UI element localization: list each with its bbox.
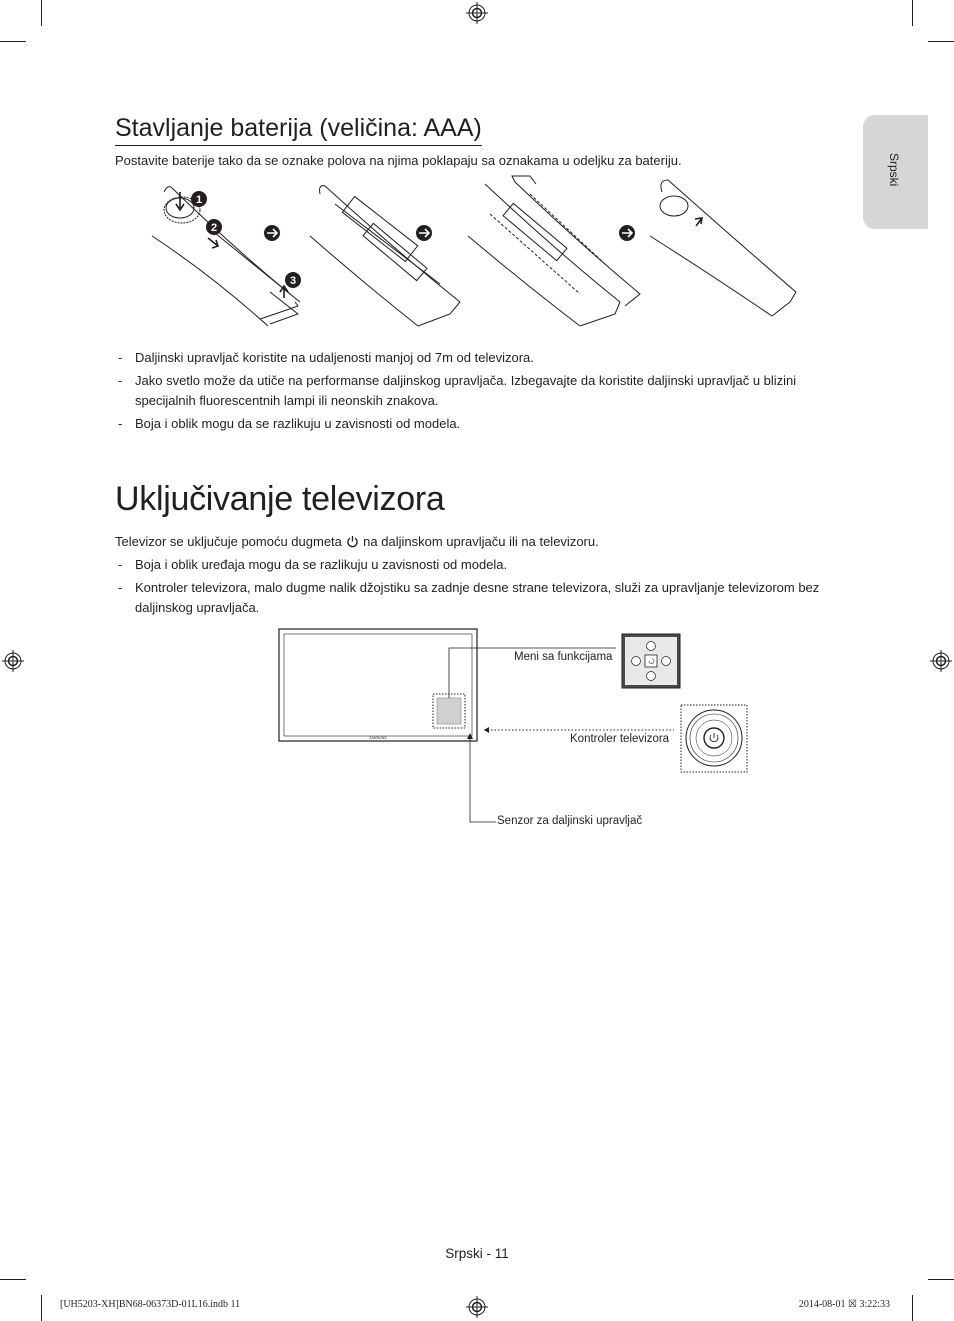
arrow-right-circle-icon [619,225,635,241]
power-note-2: Kontroler televizora, malo dugme nalik džojstiku sa zadnje desne strane televizora, služi za upravljanje televizorom bez daljinskog upravljača. [135,580,820,615]
battery-steps-illustration [150,174,810,334]
sensor-label: Senzor za daljinski upravljač [497,815,643,827]
battery-note-3: Boja i oblik mogu da se razlikuju u zavisnosti od modela. [135,416,461,431]
list-item: - Boja i oblik mogu da se razlikuju u zavisnosti od modela. [118,416,461,431]
step-number-3: 3 [289,275,297,287]
remote-step-1-drawing [152,187,300,326]
registration-mark-icon [2,650,24,672]
battery-note-2: Jako svetlo može da utiče na performanse daljinskog upravljača. Izbegavajte da koristite daljinski upravljač u blizini specijalnih fluorescentnih lampi ili neonskih znakova. [135,373,797,408]
step-number-1-badge [191,191,207,207]
power-on-heading: Uključivanje televizora [115,480,445,518]
language-tab [863,115,928,229]
power-note-1: Boja i oblik uređaja mogu da se razlikuju u zavisnosti od modela. [135,557,508,572]
tv-controller-joystick [681,705,747,772]
step-number-3-badge [285,272,301,288]
controller-label: Kontroler televizora [570,733,670,745]
battery-section-heading: Stavljanje baterija (veličina: AAA) [115,113,482,146]
battery-intro: Postavite baterije tako da se oznake polova na njima poklapaju sa oznakama u odeljku za bateriju. [115,153,682,168]
arrow-right-circle-icon [416,225,432,241]
remote-step-3-drawing [468,176,640,326]
sensor-leader-line [470,738,496,822]
power-icon [346,532,360,551]
step-number-1: 1 [195,194,203,206]
step-number-2-badge [206,219,222,235]
function-menu-panel [622,634,680,688]
registration-mark-icon [466,2,488,24]
power-on-intro-after: na daljinskom upravljaču ili na televizoru. [363,534,599,549]
registration-mark-icon [930,650,952,672]
battery-notes-list [115,348,855,437]
list-item: - Boja i oblik uređaja mogu da se razlikuju u zavisnosti od modela. [118,557,508,572]
tv-brand-label: SAMSUNG [369,736,387,740]
page-number: Srpski - 11 [445,1246,509,1261]
power-on-intro-before: Televizor se uključuje pomoću dugmeta [115,534,342,549]
language-tab-label: Srpski [887,153,901,187]
print-slug-left: [UH5203-XH]BN68-06373D-01L16.indb 11 [60,1299,241,1310]
power-on-notes-list [115,555,855,621]
remote-step-4-drawing [650,180,796,316]
list-item: - Jako svetlo može da utiče na performanse daljinskog upravljača. Izbegavajte da koristite daljinski upravljač u blizini specijalnih fluorescentnih lampi ili neonskih znakova. [118,373,797,408]
power-on-intro [115,532,599,551]
list-item: - Kontroler televizora, malo dugme nalik džojstiku sa zadnje desne strane televizora, služi za upravljanje televizorom bez daljinskog upravljača. [118,580,820,615]
arrow-right-circle-icon [264,225,280,241]
remote-step-2-drawing [310,186,460,326]
battery-note-1: Daljinski upravljač koristite na udaljenosti manjoj od 7m od televizora. [135,350,534,365]
step-number-2: 2 [210,222,218,234]
registration-mark-icon [466,1296,488,1318]
print-slug-right: 2014-08-01 ☒ 3:22:33 [798,1299,890,1310]
menu-function-label: Meni sa funkcijama [514,651,613,663]
list-item: - Daljinski upravljač koristite na udaljenosti manjoj od 7m od televizora. [118,350,534,365]
